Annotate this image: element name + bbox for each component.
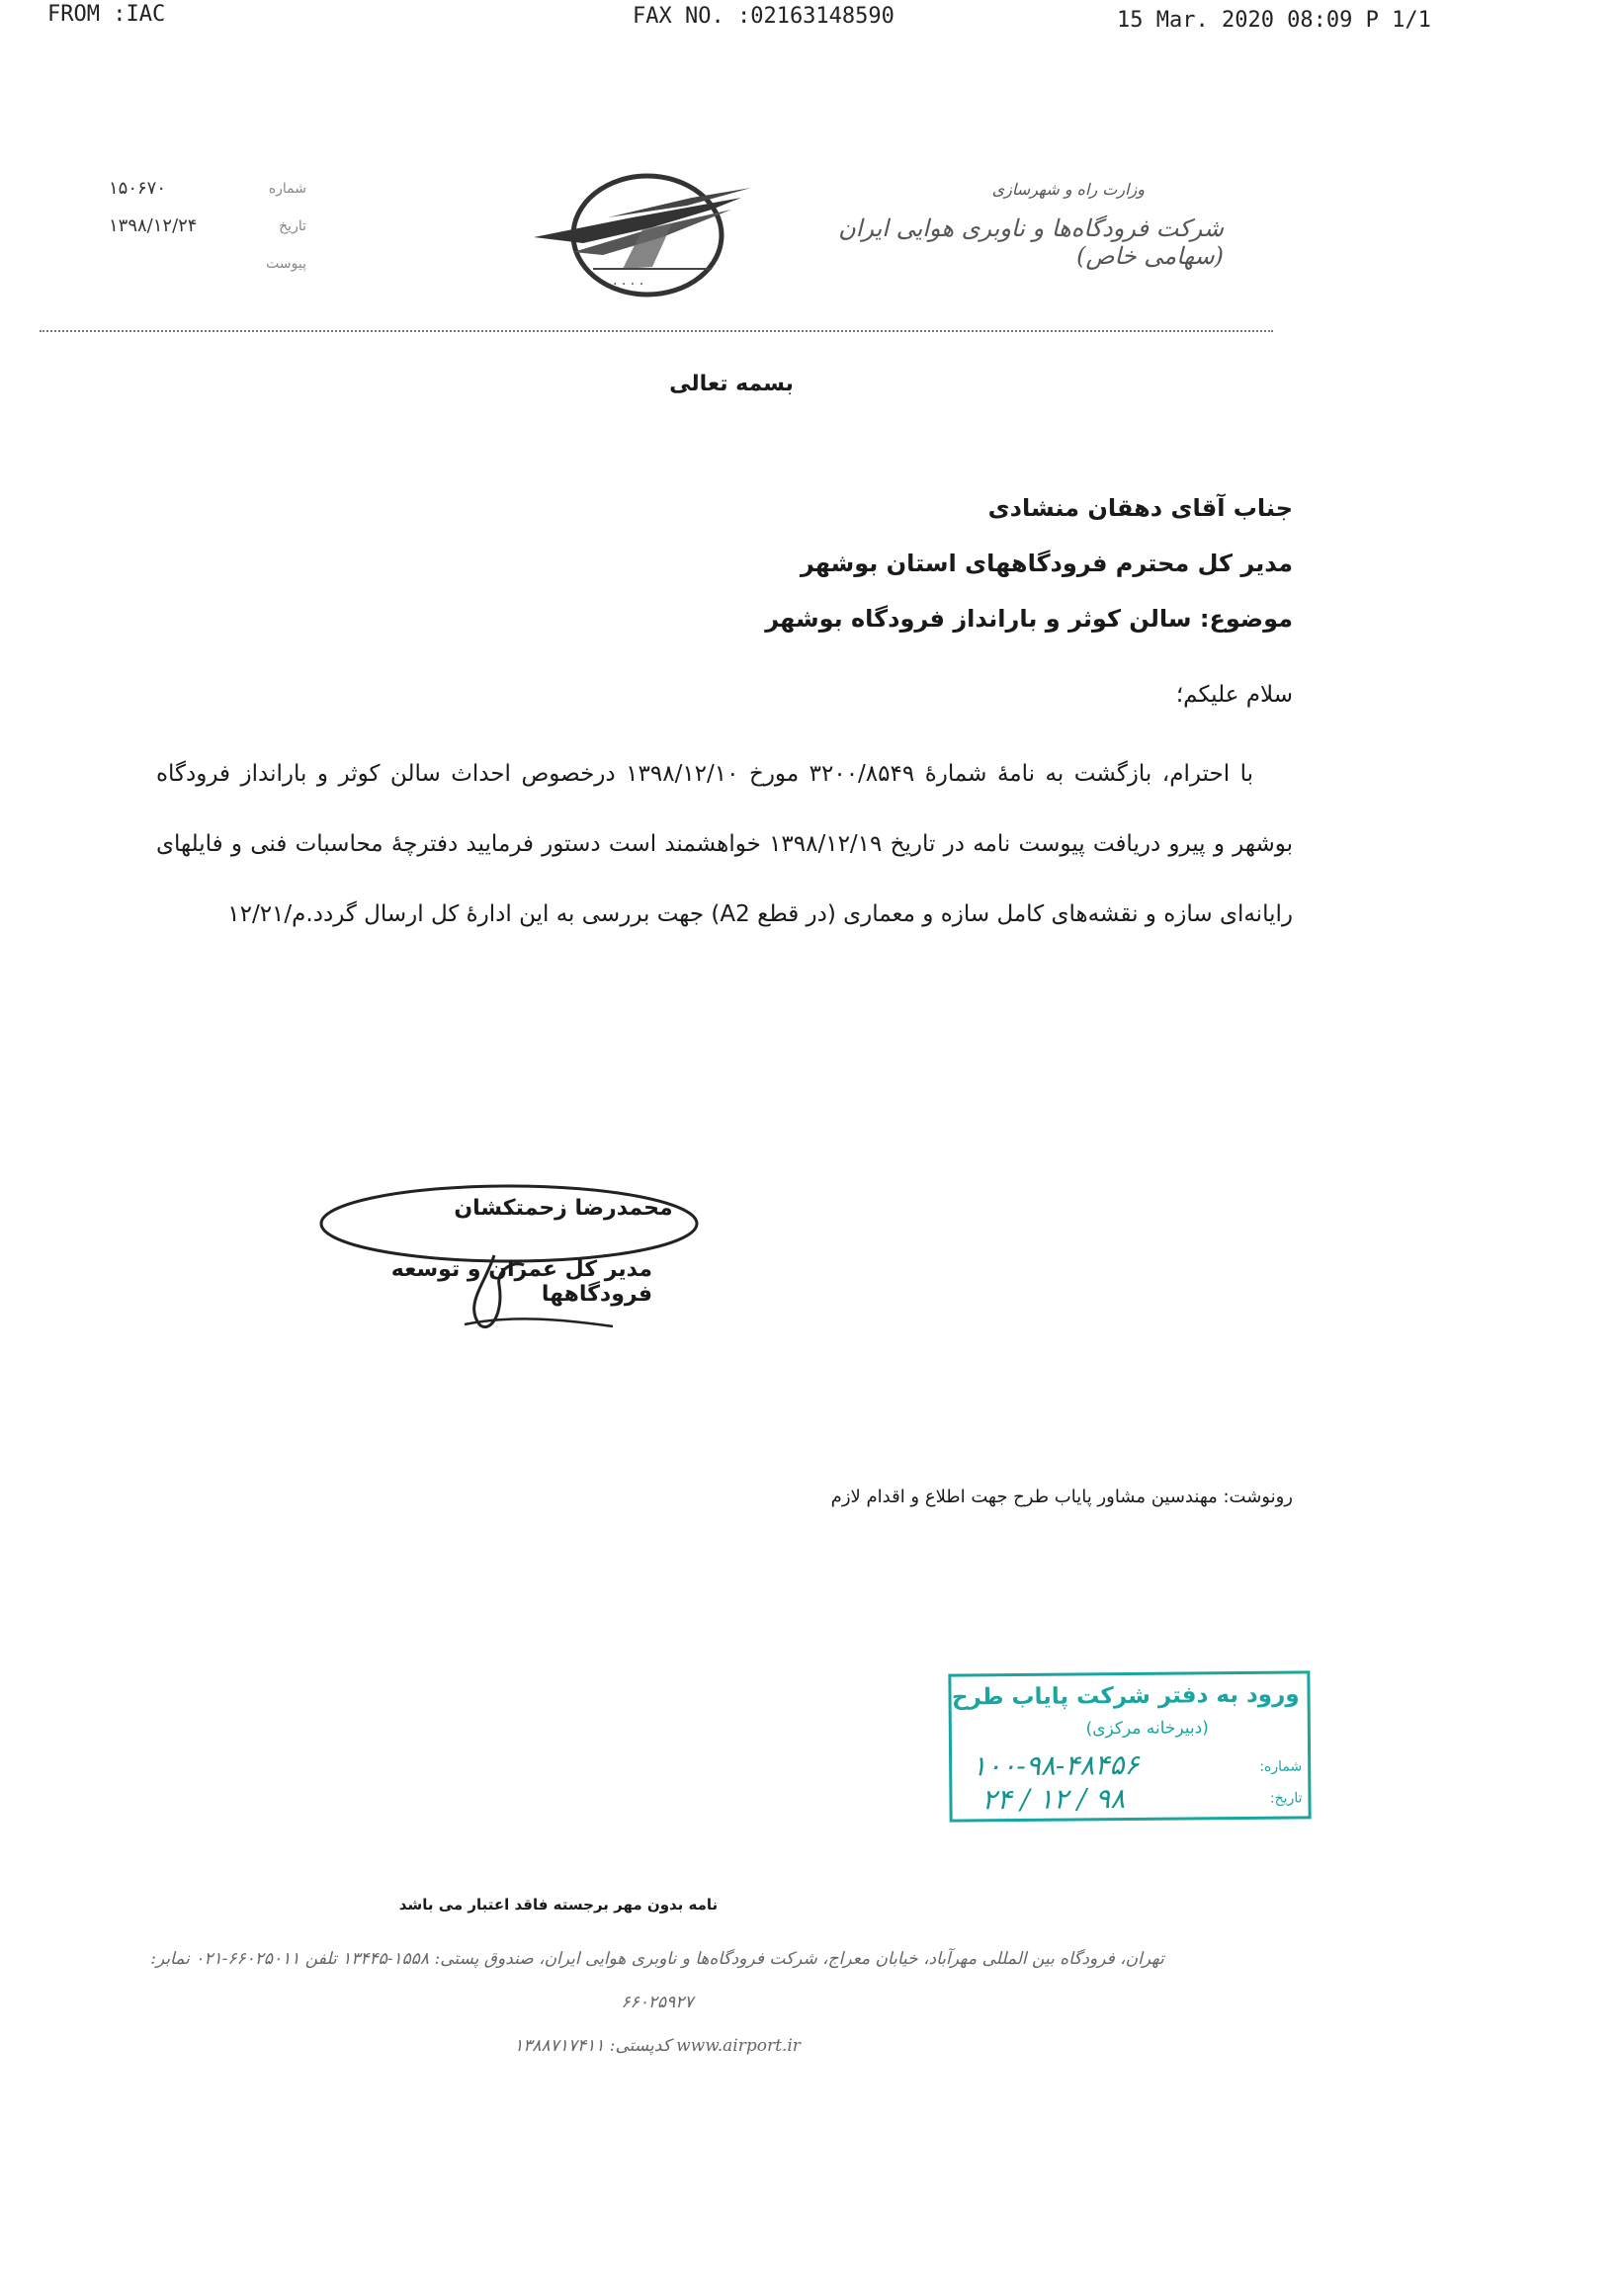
- letter-attachment-row: [109, 245, 306, 283]
- fax-number: FAX NO. :02163148590: [633, 4, 895, 29]
- stamp-date-label: تاریخ:: [1269, 1790, 1303, 1807]
- recipient-position: مدیر کل محترم فرودگاههای استان بوشهر: [800, 550, 1293, 577]
- signatory-title: مدیر کل عمران و توسعه فرودگاهها: [390, 1257, 652, 1307]
- letter-meta: [109, 170, 306, 283]
- letter-body: [156, 739, 1293, 950]
- ministry-name: وزارت راه و شهرسازی: [991, 180, 1145, 199]
- basmala: بسمه تعالی: [669, 372, 794, 396]
- stamp-number-label: شماره:: [1259, 1758, 1303, 1775]
- fax-from: FROM :IAC: [47, 2, 166, 27]
- stamp-number: ۱۰۰-۹۸-۴۸۴۵۶: [972, 1747, 1140, 1783]
- carbon-copy: رونوشت: مهندسین مشاور پایاب طرح جهت اطلاع و اقدام لازم: [830, 1487, 1293, 1507]
- recipient-name: جناب آقای دهقان منشادی: [987, 494, 1293, 522]
- fax-datetime: 15 Mar. 2020 08:09 P 1/1: [1117, 8, 1431, 33]
- footer-address-line: تهران، فرودگاه بین المللی مهرآباد، خیابان معراج، شرکت فرودگاه‌ها و ناوبری هوایی ایران، صندوق پستی: ۱۵۵۸-۱۳۴۴۵ تلفن ۶۶۰۲۵۰۱۱-۰۲۱ نمابر: ۶۶۰۲۵۹۲۷: [150, 1949, 1164, 2012]
- letter-attachment-label: پیوست: [266, 256, 306, 272]
- letter-number-label: شماره: [268, 181, 306, 197]
- letter-number: ۱۵۰۶۷۰: [109, 178, 167, 199]
- header-divider: [40, 330, 1273, 332]
- signatory-name: محمدرضا زحمتکشان: [454, 1196, 673, 1221]
- letter-date: ۱۳۹۸/۱۲/۲۴: [109, 215, 198, 236]
- footer-website: www.airport.ir کدپستی: ۱۳۸۸۷۱۷۴۱۱: [514, 2036, 801, 2056]
- letter-subject: موضوع: سالن کوثر و بارانداز فرودگاه بوشهر: [765, 605, 1293, 633]
- company-name: شرکت فرودگاه‌ها و ناوبری هوایی ایران (سهامی خاص): [838, 214, 1224, 270]
- footer-validity-note: نامه بدون مهر برجسته فاقد اعتبار می باشد: [398, 1896, 719, 1913]
- stamp-title: ورود به دفتر شرکت پایاب طرح: [951, 1681, 1300, 1711]
- footer-address: [148, 1937, 1166, 2068]
- logo-emblem-icon: [514, 158, 761, 306]
- address-block: [403, 480, 1293, 646]
- stamp-date: ۹۸ / ۱۲ / ۲۴: [981, 1782, 1126, 1817]
- letter-date-label: تاریخ: [279, 218, 306, 234]
- letter-date-row: [109, 208, 306, 245]
- stamp-subtitle: (دبیرخانه مرکزی): [1085, 1718, 1209, 1740]
- signature-block: [287, 1176, 702, 1334]
- svg-text:· · · ·: · · · ·: [613, 277, 644, 293]
- greeting: سلام علیکم؛: [1175, 682, 1293, 708]
- received-stamp: [948, 1670, 1311, 1822]
- airport-company-logo: [514, 158, 761, 306]
- letter-number-row: [109, 170, 306, 208]
- body-paragraph: با احترام، بازگشت به نامهٔ شمارهٔ ۳۲۰۰/۸۵۴۹ مورخ ۱۳۹۸/۱۲/۱۰ درخصوص احداث سالن کوثر و بارانداز فرودگاه بوشهر و پیرو دریافت پیوست نامه در تاریخ ۱۳۹۸/۱۲/۱۹ خواهشمند است دستور فرمایید دفترچهٔ محاسبات فنی و فایلهای رایانه‌ای سازه و نقشه‌های کامل سازه و معماری (در قطع A2) جهت بررسی به این ادارهٔ کل ارسال گردد.م/۱۲/۲۱: [156, 761, 1294, 927]
- organization-name: [789, 180, 1224, 270]
- fax-header: [0, 0, 1619, 40]
